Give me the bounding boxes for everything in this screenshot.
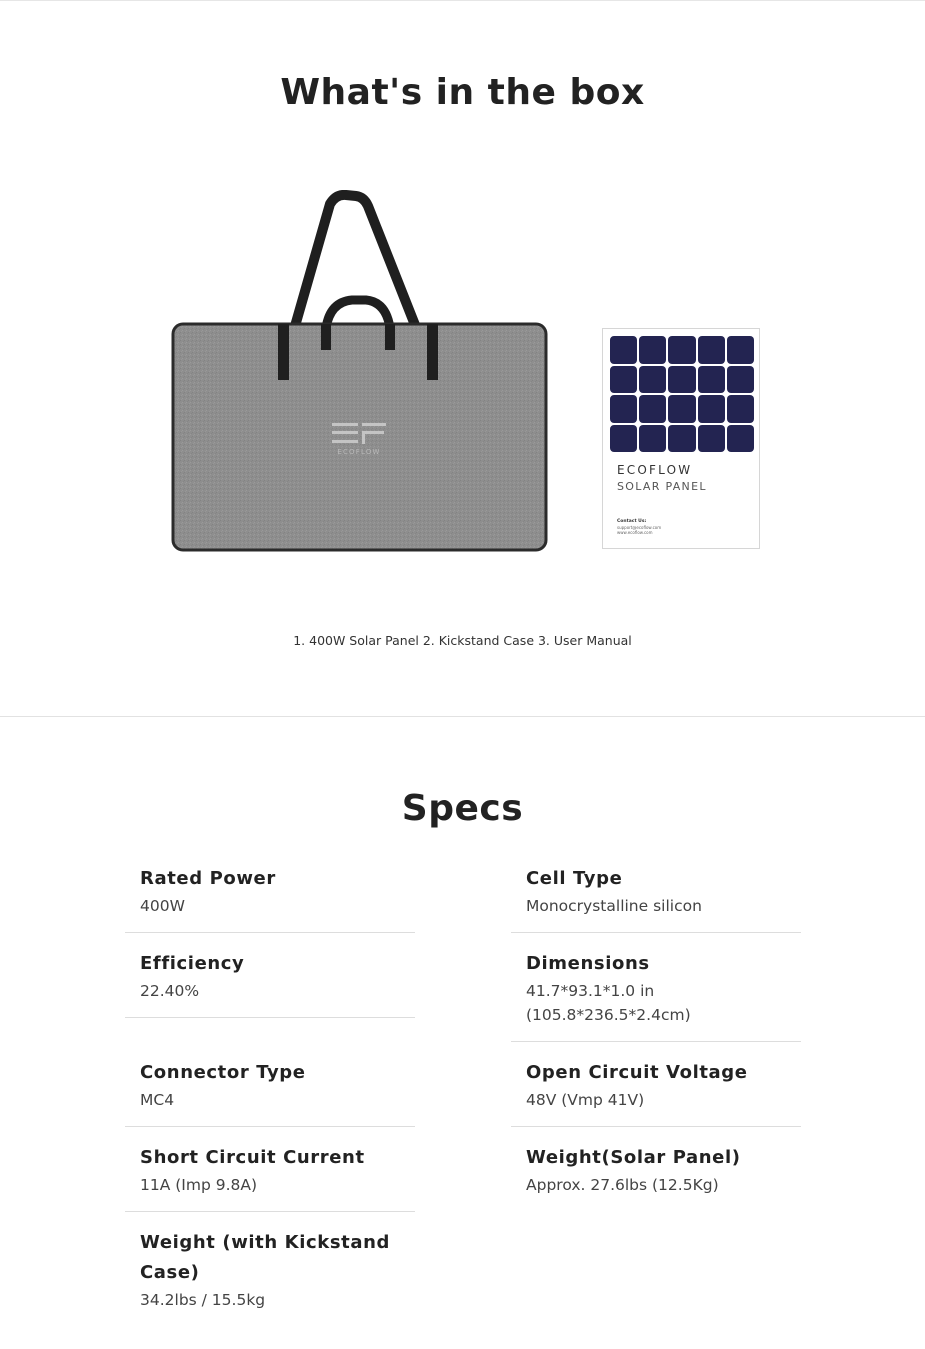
spec-label: Dimensions bbox=[526, 953, 650, 974]
bag-logo-text: ECOFLOW bbox=[337, 448, 381, 456]
spec-divider bbox=[125, 1017, 415, 1018]
spec-divider bbox=[511, 1126, 801, 1127]
spec-dimensions bbox=[511, 949, 801, 1042]
spec-short-circuit-current bbox=[125, 1143, 415, 1212]
spec-label: Rated Power bbox=[140, 868, 276, 889]
whats-in-the-box-title: What's in the box bbox=[280, 72, 645, 113]
kickstand-case-image bbox=[170, 190, 550, 555]
spec-rated-power bbox=[125, 864, 415, 933]
spec-divider bbox=[125, 1126, 415, 1127]
spec-value: Monocrystalline silicon bbox=[526, 897, 702, 915]
spec-value: 400W bbox=[140, 897, 185, 915]
spec-efficiency bbox=[125, 949, 415, 1018]
solar-cells-illustration bbox=[610, 336, 754, 452]
spec-open-circuit-voltage bbox=[511, 1058, 801, 1127]
spec-label: Cell Type bbox=[526, 868, 623, 889]
spec-weight-solar-panel bbox=[511, 1143, 801, 1197]
spec-cell-type bbox=[511, 864, 801, 933]
spec-value: 48V (Vmp 41V) bbox=[526, 1091, 645, 1109]
spec-label: Open Circuit Voltage bbox=[526, 1062, 748, 1083]
spec-value: 11A (Imp 9.8A) bbox=[140, 1176, 258, 1194]
spec-value: 34.2lbs / 15.5kg bbox=[140, 1291, 266, 1309]
spec-connector-type bbox=[125, 1058, 415, 1127]
spec-label: Short Circuit Current bbox=[140, 1147, 365, 1168]
section-divider bbox=[0, 716, 925, 717]
specs-title: Specs bbox=[401, 788, 524, 829]
spec-label: Connector Type bbox=[140, 1062, 306, 1083]
spec-weight-with-case bbox=[125, 1228, 415, 1312]
spec-value: 22.40% bbox=[140, 982, 200, 1000]
user-manual-image bbox=[602, 328, 760, 549]
spec-value: MC4 bbox=[140, 1091, 175, 1109]
spec-label: Efficiency bbox=[140, 953, 245, 974]
spec-value: Approx. 27.6lbs (12.5Kg) bbox=[526, 1176, 719, 1194]
spec-label: Weight (with Kickstand Case) bbox=[140, 1232, 390, 1283]
spec-divider bbox=[511, 1041, 801, 1042]
manual-contact-email: support@ecoflow.com bbox=[617, 525, 662, 530]
manual-product: SOLAR PANEL bbox=[617, 480, 707, 493]
spec-divider bbox=[125, 1211, 415, 1212]
manual-brand: ECOFLOW bbox=[617, 463, 693, 477]
box-contents-caption: 1. 400W Solar Panel 2. Kickstand Case 3. User Manual bbox=[293, 633, 632, 648]
spec-divider bbox=[125, 932, 415, 933]
top-divider bbox=[0, 0, 925, 1]
spec-value: 41.7*93.1*1.0 in (105.8*236.5*2.4cm) bbox=[526, 982, 691, 1024]
spec-label: Weight(Solar Panel) bbox=[526, 1147, 741, 1168]
spec-divider bbox=[511, 932, 801, 933]
manual-contact-label: Contact Us: bbox=[617, 519, 647, 524]
manual-contact-web: www.ecoflow.com bbox=[617, 530, 653, 535]
